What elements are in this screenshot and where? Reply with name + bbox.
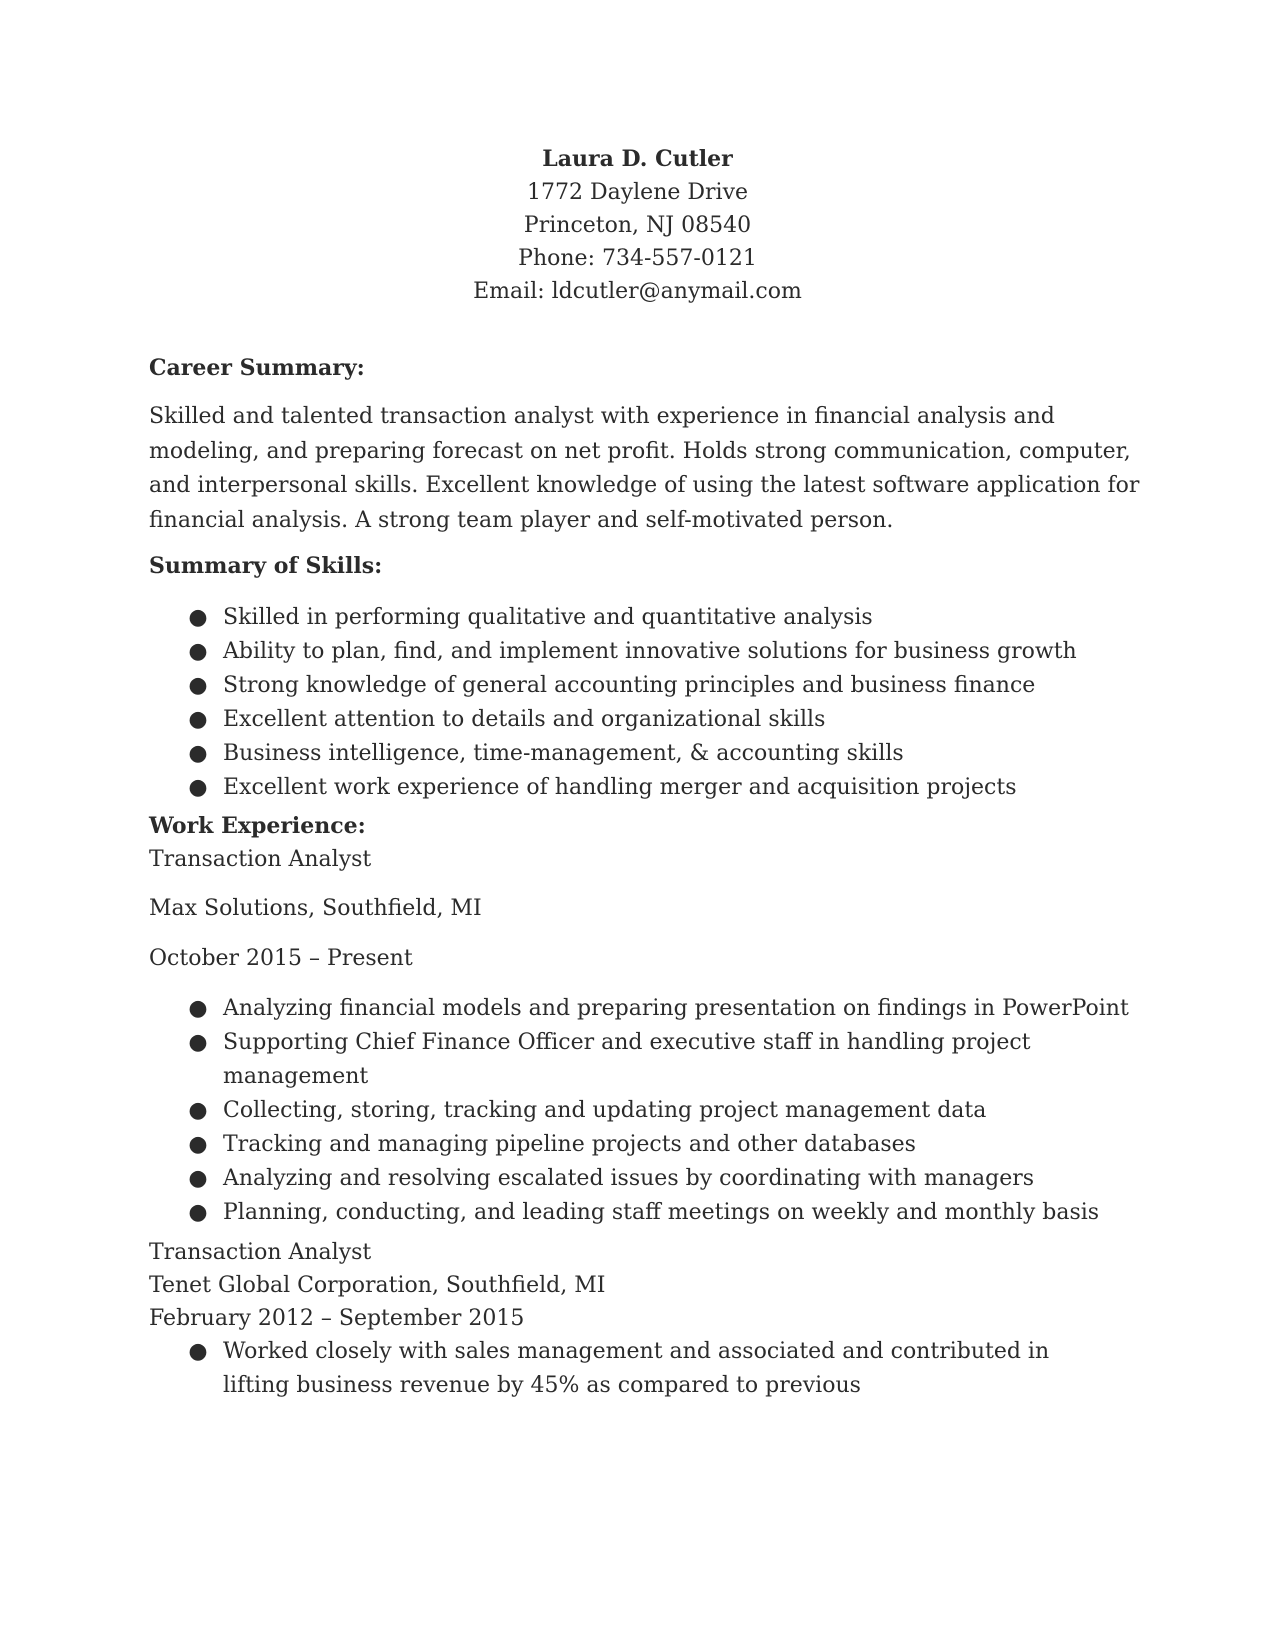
bullet-icon: ● <box>188 741 208 766</box>
work-experience-heading: Work Experience: <box>149 813 366 839</box>
skill-text: Strong knowledge of general accounting principles and business finance <box>223 673 1036 698</box>
skills-list <box>149 601 1139 805</box>
job-dates: October 2015 – Present <box>149 946 413 971</box>
bullet-icon: ● <box>188 1030 208 1055</box>
duty-text: Worked closely with sales management and associated and contributed in lifting business revenue by 45% as compared to previous <box>223 1339 1050 1398</box>
skill-text: Excellent work experience of handling merger and acquisition projects <box>223 775 1017 800</box>
job-title: Transaction Analyst <box>149 1240 372 1265</box>
list-item <box>149 1094 1139 1128</box>
career-summary-heading: Career Summary: <box>149 355 365 381</box>
skill-text: Excellent attention to details and organizational skills <box>223 707 826 732</box>
list-item <box>149 737 1139 771</box>
list-item <box>149 992 1139 1026</box>
contact-header <box>0 143 1275 308</box>
bullet-icon: ● <box>188 775 208 800</box>
bullet-icon: ● <box>188 673 208 698</box>
list-item <box>149 1162 1139 1196</box>
job-duties-list <box>149 1335 1139 1403</box>
skill-text: Business intelligence, time-management, & accounting skills <box>223 741 904 766</box>
bullet-icon: ● <box>188 1166 208 1191</box>
candidate-name: Laura D. Cutler <box>542 146 733 172</box>
career-summary-line: Skilled and talented transaction analyst with experience in financial analysis and <box>149 404 1055 429</box>
job-title: Transaction Analyst <box>149 847 372 872</box>
list-item <box>149 635 1139 669</box>
duty-text: Tracking and managing pipeline projects and other databases <box>223 1132 916 1157</box>
list-item <box>149 1196 1139 1230</box>
duty-text: Planning, conducting, and leading staff meetings on weekly and monthly basis <box>223 1200 1100 1225</box>
job-dates: February 2012 – September 2015 <box>149 1306 525 1331</box>
list-item <box>149 1128 1139 1162</box>
job-duties-list <box>149 992 1139 1230</box>
list-item <box>149 771 1139 805</box>
list-item <box>149 1335 1139 1403</box>
bullet-icon: ● <box>188 1132 208 1157</box>
bullet-icon: ● <box>188 1200 208 1225</box>
duty-text: Analyzing and resolving escalated issues by coordinating with managers <box>223 1166 1035 1191</box>
list-item <box>149 1026 1139 1094</box>
duty-text: Analyzing financial models and preparing presentation on findings in PowerPoint <box>223 996 1129 1021</box>
skill-text: Ability to plan, find, and implement innovative solutions for business growth <box>223 639 1077 664</box>
list-item <box>149 601 1139 635</box>
skill-text: Skilled in performing qualitative and quantitative analysis <box>223 605 873 630</box>
bullet-icon: ● <box>188 639 208 664</box>
bullet-icon: ● <box>188 1098 208 1123</box>
duty-text: Supporting Chief Finance Officer and executive staff in handling project management <box>223 1030 1031 1089</box>
career-summary-line: modeling, and preparing forecast on net profit. Holds strong communication, computer, <box>149 438 1131 464</box>
bullet-icon: ● <box>188 1339 208 1364</box>
address-street: 1772 Daylene Drive <box>526 180 749 205</box>
email-address: Email: ldcutler@anymail.com <box>473 279 802 304</box>
bullet-icon: ● <box>188 605 208 630</box>
phone-number: Phone: 734-557-0121 <box>518 246 757 271</box>
job-company: Max Solutions, Southfield, MI <box>149 896 482 921</box>
bullet-icon: ● <box>188 707 208 732</box>
skills-heading: Summary of Skills: <box>149 553 383 579</box>
job-company: Tenet Global Corporation, Southfield, MI <box>149 1273 606 1298</box>
bullet-icon: ● <box>188 996 208 1021</box>
address-city: Princeton, NJ 08540 <box>523 213 752 238</box>
list-item <box>149 703 1139 737</box>
career-summary-line: financial analysis. A strong team player and self-motivated person. <box>149 507 894 533</box>
list-item <box>149 669 1139 703</box>
career-summary-paragraph <box>149 400 1139 538</box>
duty-text: Collecting, storing, tracking and updating project management data <box>223 1098 987 1123</box>
career-summary-line: and interpersonal skills. Excellent knowledge of using the latest software application for <box>149 473 1140 498</box>
